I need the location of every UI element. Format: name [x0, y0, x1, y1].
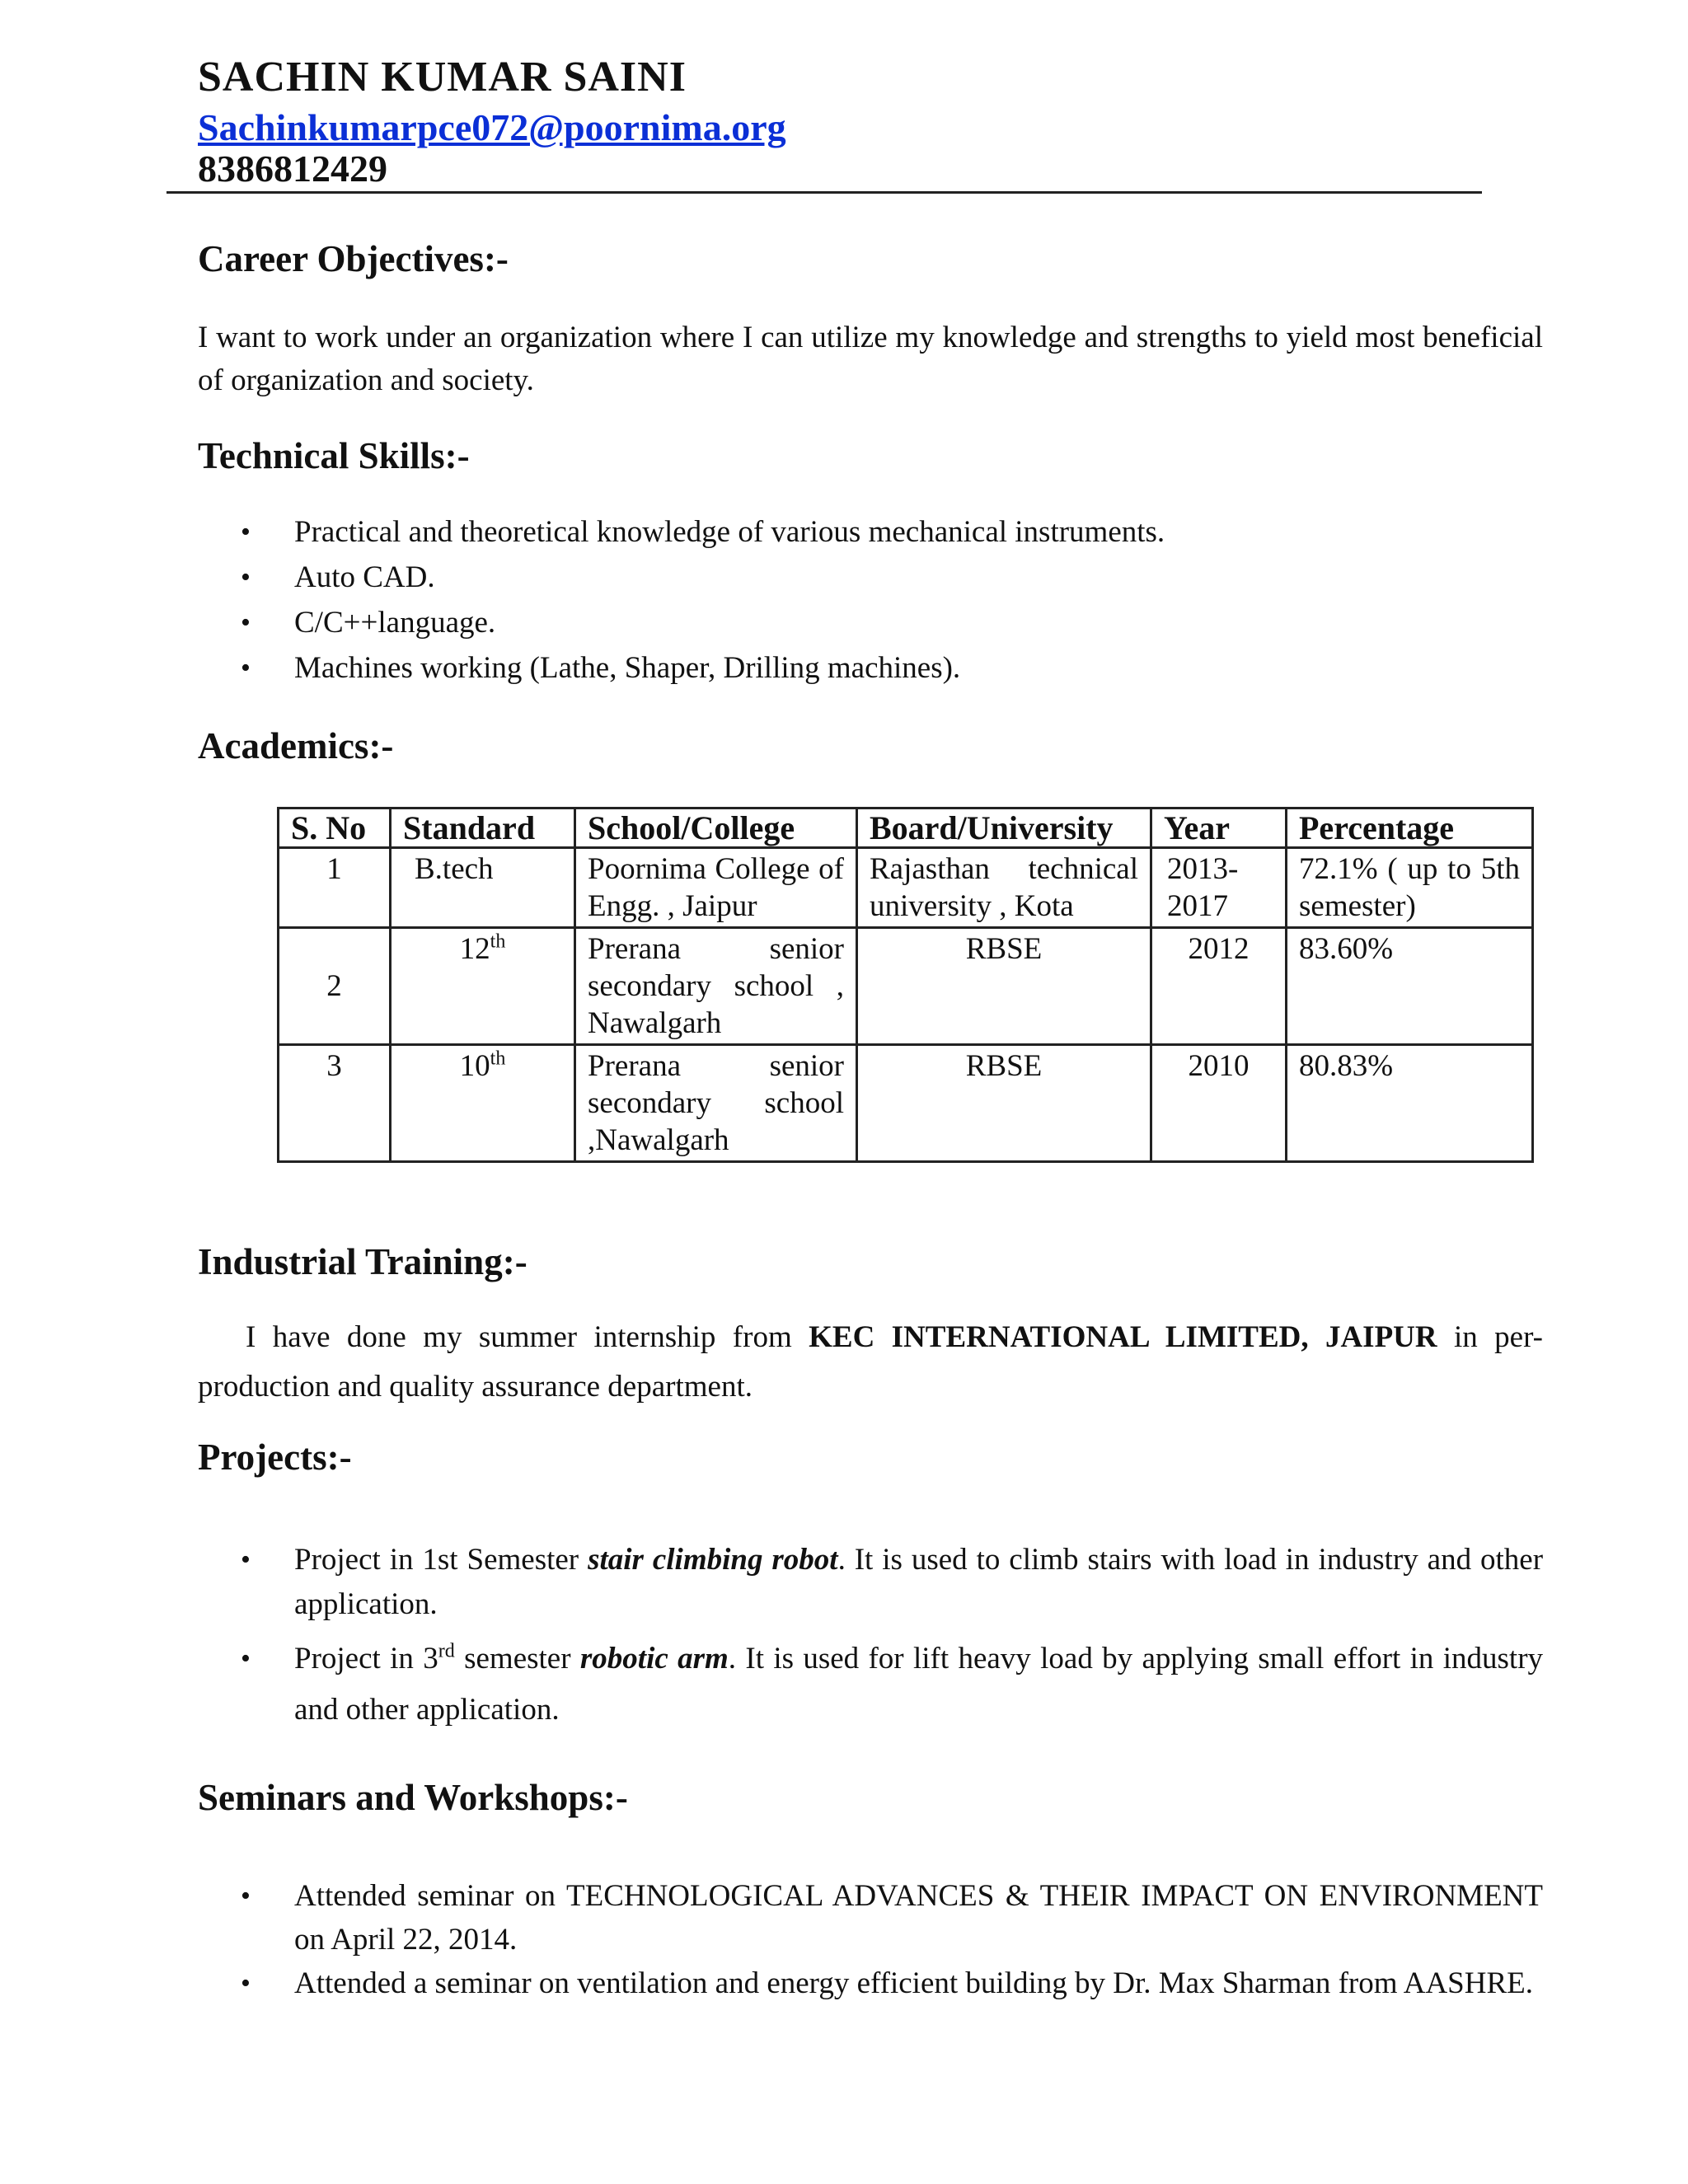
column-header: School/College — [575, 808, 857, 848]
project-title: stair climbing robot — [588, 1543, 838, 1577]
career-objectives-text: I want to work under an organization where I can utilize my knowledge and strengths to yield most beneficial of organization and society. — [198, 321, 1543, 397]
industrial-training-heading: Industrial Training:- — [198, 1241, 528, 1282]
sno-cell: 1 — [279, 848, 391, 928]
project-title: robotic arm — [579, 1642, 729, 1675]
year-cell: 2013-2017 — [1151, 848, 1287, 928]
academics-heading: Academics:- — [198, 725, 394, 766]
percentage-cell: 72.1% ( up to 5th semester) — [1287, 848, 1533, 928]
email-link[interactable]: Sachinkumarpce072@poornima.org — [198, 106, 786, 148]
bullet-icon: • — [241, 1881, 251, 1911]
candidate-name: SACHIN KUMAR SAINI — [198, 54, 687, 101]
list-item: • Practical and theoretical knowledge of various mechanical instruments. — [198, 509, 1543, 555]
year-cell: 2012 — [1151, 928, 1287, 1045]
table-row — [279, 1045, 1533, 1162]
standard-cell: 10th — [391, 1045, 575, 1162]
list-item: • Attended seminar on TECHNOLOGICAL ADVANCES & THEIR IMPACT ON ENVIRONMENT on April 22, 2014. — [198, 1874, 1543, 1961]
school-cell: Prerana senior secondary school ,Nawalgarh — [575, 1045, 857, 1162]
column-header: Percentage — [1287, 808, 1533, 848]
bullet-icon: • — [241, 517, 251, 547]
seminars-list — [198, 1874, 1543, 2005]
projects-heading: Projects:- — [198, 1436, 352, 1478]
board-cell: Rajasthan technical university , Kota — [857, 848, 1151, 928]
board-cell: RBSE — [857, 1045, 1151, 1162]
list-item: • Machines working (Lathe, Shaper, Drilling machines). — [198, 645, 1543, 691]
bullet-icon: • — [241, 607, 251, 638]
table-row — [279, 928, 1533, 1045]
phone-number: 8386812429 — [198, 148, 387, 190]
standard-cell: 12th — [391, 928, 575, 1045]
technical-skills-list — [198, 509, 1543, 691]
percentage-cell: 80.83% — [1287, 1045, 1533, 1162]
list-item: • Attended a seminar on ventilation and energy efficient building by Dr. Max Sharman from AASHRE. — [198, 1961, 1543, 2005]
bullet-icon: • — [241, 1643, 251, 1674]
table-row — [279, 848, 1533, 928]
bullet-icon: • — [241, 653, 251, 683]
sno-cell: 3 — [279, 1045, 391, 1162]
percentage-cell: 83.60% — [1287, 928, 1533, 1045]
career-objectives-heading: Career Objectives:- — [198, 238, 509, 279]
seminars-heading: Seminars and Workshops:- — [198, 1777, 628, 1818]
column-header: Board/University — [857, 808, 1151, 848]
bullet-icon: • — [241, 562, 251, 593]
sno-cell: 2 — [279, 928, 391, 1045]
column-header: S. No — [279, 808, 391, 848]
industrial-training-text: I have done my summer internship from KEC INTERNATIONAL LIMITED, JAIPUR in per-production and quality assurance department. — [198, 1320, 1543, 1404]
header-divider — [166, 191, 1482, 194]
table-header-row — [279, 808, 1533, 848]
list-item: • Project in 3rd semester robotic arm. It is used for lift heavy load by applying small effort in industry and other application. — [198, 1633, 1543, 1736]
company-name: KEC INTERNATIONAL LIMITED, JAIPUR — [809, 1320, 1437, 1354]
column-header: Year — [1151, 808, 1287, 848]
standard-cell: B.tech — [391, 848, 575, 928]
board-cell: RBSE — [857, 928, 1151, 1045]
list-item: • C/C++language. — [198, 600, 1543, 645]
bullet-icon: • — [241, 1544, 251, 1575]
list-item: • Project in 1st Semester stair climbing robot. It is used to climb stairs with load in industry and other application. — [198, 1538, 1543, 1627]
school-cell: Prerana senior secondary school , Nawalgarh — [575, 928, 857, 1045]
school-cell: Poornima College of Engg. , Jaipur — [575, 848, 857, 928]
projects-list — [198, 1538, 1543, 1742]
column-header: Standard — [391, 808, 575, 848]
year-cell: 2010 — [1151, 1045, 1287, 1162]
list-item: • Auto CAD. — [198, 555, 1543, 600]
technical-skills-heading: Technical Skills:- — [198, 435, 470, 476]
academics-table — [277, 807, 1534, 1163]
bullet-icon: • — [241, 1968, 251, 1999]
